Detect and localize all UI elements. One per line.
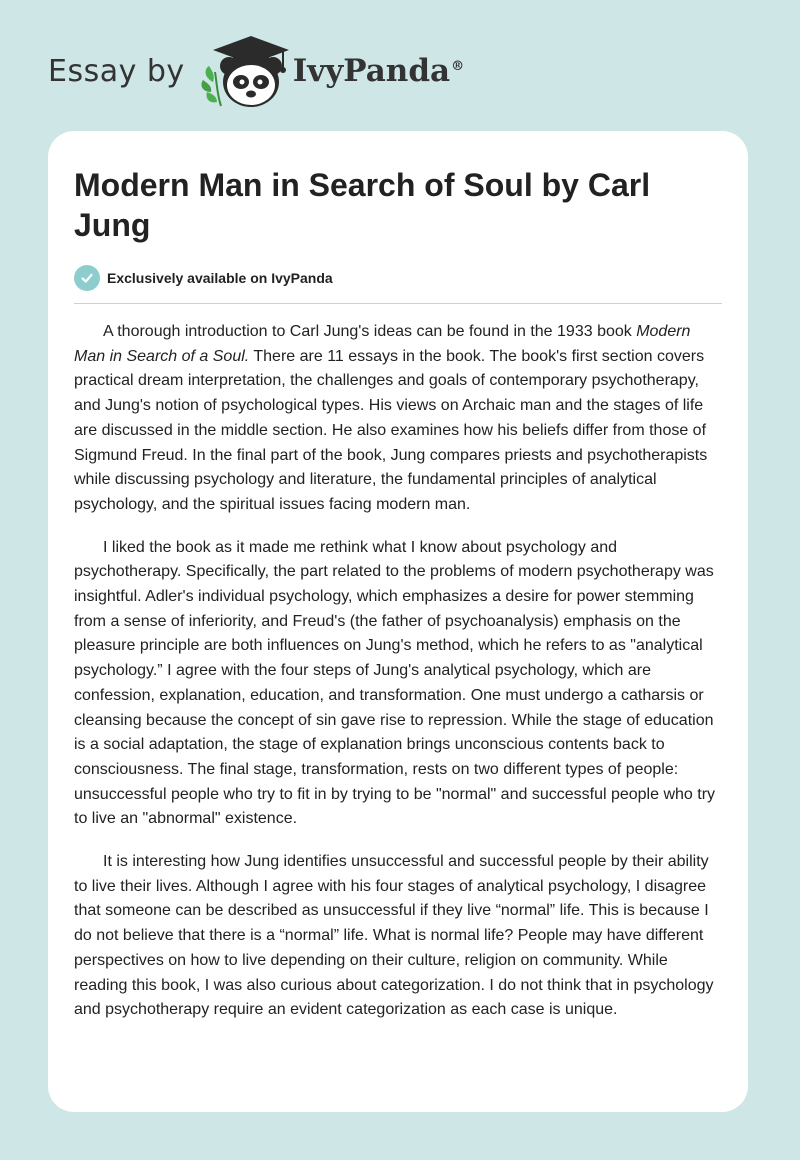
paragraph-1-intro: A thorough introduction to Carl Jung's ideas can be found in the 1933 book <box>103 323 637 340</box>
paragraph-3: It is interesting how Jung identifies unsuccessful and successful people by their ability to live their lives. Although I agree with his four stages of analytical psychology, I disagree that someone can be described as unsuccessful if they live “normal” life. This is because I do not believe that there is a “normal” life. What is normal life? People may have different perspectives on how to live depending on their culture, religion on community. While reading this book, I was also curious about categorization. I do not think that in psychology and psychotherapy require an evident categorization as each case is unique. <box>74 853 714 1019</box>
page-title: Modern Man in Search of Soul by Carl Jung <box>74 167 651 243</box>
exclusive-badge <box>74 265 333 291</box>
brand-name: IvyPanda <box>292 53 451 89</box>
essay-body <box>74 320 724 1041</box>
brand-logo-text[interactable] <box>293 53 464 89</box>
paragraph-2: I liked the book as it made me rethink what I know about psychology and psychotherapy. Specifically, the part related to the problems of modern psychotherapy was insightful. Adler's individual psychology, which emphasizes a desire for power stemming from a sense of inferiority, and Freud's (the father of psychoanalysis) emphasis on the pleasure principle are both influences on Jung's method, which he refers to as "analytical psychology.” I agree with the four steps of Jung's analytical psychology, which are confession, explanation, education, and transformation. One must undergo a catharsis or cleansing because the concept of sin gave rise to repression. While the stage of education is a social adaptation, the stage of explanation brings unconscious contents back to consciousness. The final stage, transformation, rests on two different types of people: unsuccessful people who try to fit in by trying to be "normal" and successful people who try to live an "abnormal" existence. <box>74 538 716 828</box>
essay-card <box>48 131 748 1112</box>
panda-graduate-icon[interactable] <box>199 32 291 110</box>
site-header <box>48 32 464 110</box>
paragraph-1 <box>74 320 724 518</box>
paragraph-1-rest: There are 11 essays in the book. The book's first section covers practical dream interpretation, the challenges and goals of contemporary psychotherapy, and Jung's notion of psychological types. His views on Archaic man and the stages of life are discussed in the middle section. He also examines how his beliefs differ from those of Sigmund Freud. In the final part of the book, Jung compares priests and psychotherapists while discussing psychology and literature, the fundamental principles of analytical psychology, and the spiritual issues facing modern man. <box>74 347 708 513</box>
essay-by-label: Essay by <box>48 53 185 89</box>
divider <box>74 303 722 304</box>
registered-mark: ® <box>451 58 465 74</box>
book-title: Modern Man in Search of a Soul. <box>74 323 691 365</box>
exclusive-label: Exclusively available on IvyPanda <box>107 270 333 286</box>
check-icon <box>74 265 100 291</box>
